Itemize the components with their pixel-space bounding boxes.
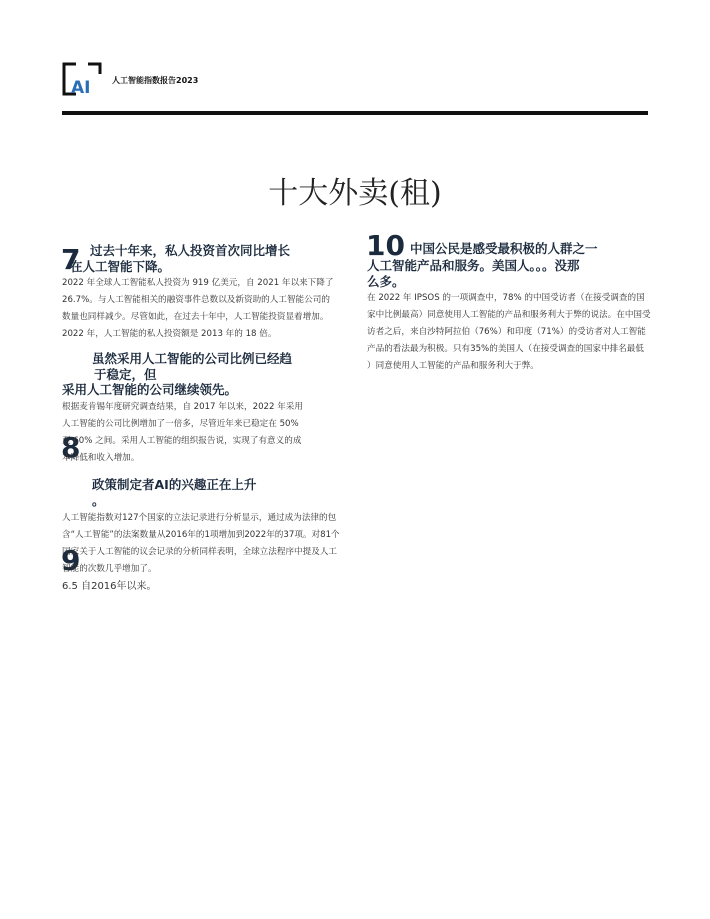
item-8-heading-cont <box>62 382 237 398</box>
item-7-heading <box>90 243 290 259</box>
item-8-body-line-4: 本降低和收入增加。 <box>62 453 140 463</box>
item-7-body <box>62 275 333 343</box>
ai-logo-icon <box>62 62 102 96</box>
item-7-body-line-1: 2022 年全球人工智能私人投资为 919 亿美元，自 2021 年以来下降了 <box>62 278 334 288</box>
item-8-heading-line-3: 采用人工智能的公司继续领先。 <box>62 382 238 397</box>
item-10-body-line-1: 在 2022 年 IPSOS 的一项调查中，78% 的中国受访者（在接受调查的国 <box>367 293 645 303</box>
item-9-body-line-2: 含“人工智能”的法案数量从2016年的1项增加到2022年的37项。对81个 <box>62 530 340 540</box>
item-10-body <box>367 290 651 375</box>
item-9-heading-line-1: 政策制定者AI的兴趣正在上升 <box>92 477 257 492</box>
item-10-heading-line-3: 么多。 <box>367 274 405 289</box>
item-10-body-line-4: 产品的看法最为积极。只有35%的美国人（在接受调查的国家中排名最低 <box>367 344 644 354</box>
item-7-body-line-3: 数量也同样减少。尽管如此，在过去十年中，人工智能投资显着增加。 <box>62 312 329 322</box>
item-10-heading-line-1: 中国公民是感受最积极的人群之一 <box>410 241 598 256</box>
header-rule <box>62 111 648 115</box>
item-10-body-line-2: 家中比例最高）同意使用人工智能的产品和服务利大于弊的说法。在中国受 <box>367 310 651 320</box>
item-8-body-line-3: 至 60% 之间。采用人工智能的组织报告说，实现了有意义的成 <box>62 436 302 446</box>
item-10-heading <box>410 241 598 257</box>
item-10-body-line-3: 访者之后，来自沙特阿拉伯（76%）和印度（71%）的受访者对人工智能 <box>367 327 646 337</box>
item-8-body-line-2: 人工智能的公司比例增加了一倍多，尽管近年来已稳定在 50% <box>62 419 299 429</box>
item-9-body-line-5: 6.5 自2016年以来。 <box>62 581 157 592</box>
item-number-10: 10 <box>366 229 405 262</box>
item-9-heading-line-2: 。 <box>92 493 105 508</box>
report-title: 人工智能指数报告2023 <box>112 76 199 85</box>
item-8-heading-line-1: 虽然采用人工智能的公司比例已经趋 <box>92 351 293 366</box>
item-8-body <box>62 399 303 467</box>
item-10-body-line-5: ）同意使用人工智能的产品和服务利大于弊。 <box>367 361 539 371</box>
logo-text: AI <box>71 78 91 96</box>
item-10-heading-line-2: 人工智能产品和服务。美国人。。。没那 <box>367 258 580 273</box>
item-9-body-line-4: 智能的次数几乎增加了。 <box>62 564 157 574</box>
item-7-heading-cont <box>70 259 170 275</box>
item-9-body-line-1: 人工智能指数对127个国家的立法记录进行分析显示，通过成为法律的包 <box>62 513 337 523</box>
item-7-body-line-4: 2022 年，人工智能的私人投资额是 2013 年的 18 倍。 <box>62 329 277 339</box>
item-7-heading-line-2: 在人工智能下降。 <box>70 259 171 274</box>
item-number-8: 8 <box>61 431 81 464</box>
item-7-heading-line-1: 过去十年来，私人投资首次同比增长 <box>90 243 291 258</box>
item-8-body-line-1: 根据麦肯锡年度研究调查结果，自 2017 年以来，2022 年采用 <box>62 402 303 412</box>
item-8-heading-line-2: 于稳定，但 <box>94 367 157 382</box>
item-7-body-line-2: 26.7%。与人工智能相关的融资事件总数以及新资助的人工智能公司的 <box>62 295 330 305</box>
page-title: 十大外卖(租) <box>268 176 442 211</box>
item-number-7: 7 <box>61 243 81 276</box>
item-9-heading <box>92 477 256 509</box>
item-number-9: 9 <box>61 544 81 577</box>
item-10-heading-cont <box>367 258 580 290</box>
item-9-body-line-3: 国家关于人工智能的议会记录的分析同样表明，全球立法程序中提及人工 <box>62 547 338 557</box>
item-9-body <box>62 510 340 595</box>
item-8-heading <box>92 351 292 383</box>
